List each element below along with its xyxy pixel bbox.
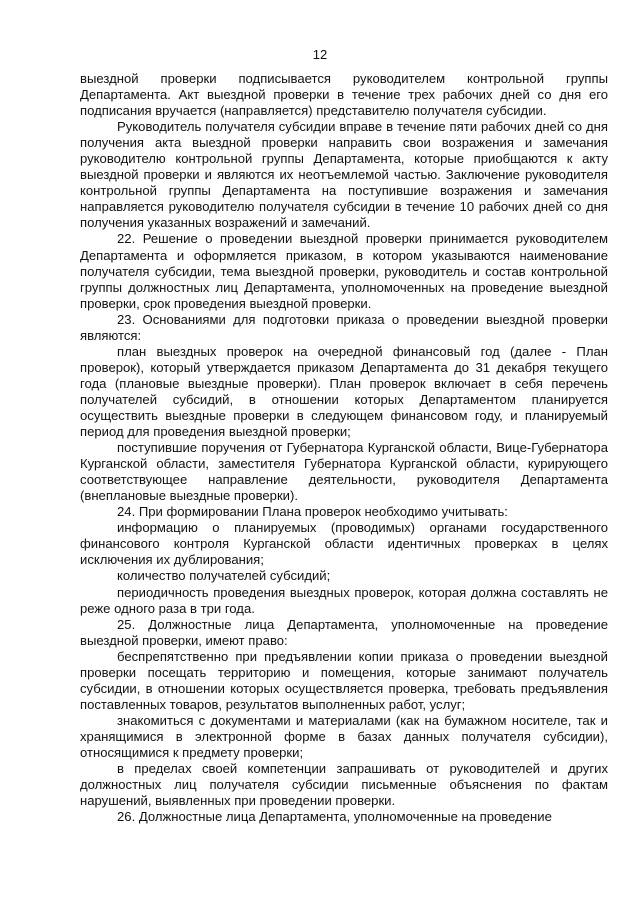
paragraph: поступившие поручения от Губернатора Курганской области, Вице-Губернатора Курганской области, заместителя Губернатора Курганской области, курирующего соответствующее направление деятельности, руководителя Департамента (внеплановые выездные проверки). [80, 440, 608, 504]
paragraph: Руководитель получателя субсидии вправе в течение пяти рабочих дней со дня получения акта выездной проверки направить свои возражения и замечания руководителю контрольной группы Департамента, которые приобщаются к акту выездной проверки и являются их неотъемлемой частью. Заключение руководителя контрольной группы Департамента на поступившие возражения и замечания направляется руководителю получателя субсидии в течение 10 рабочих дней со дня получения указанных возражений и замечаний. [80, 119, 608, 231]
page-number: 12 [312, 47, 328, 62]
paragraph: в пределах своей компетенции запрашивать от руководителей и других должностных лиц получателя субсидии письменные объяснения по фактам нарушений, выявленных при проведении проверки. [80, 761, 608, 809]
paragraph: 23. Основаниями для подготовки приказа о проведении выездной проверки являются: [80, 311, 608, 343]
paragraph: беспрепятственно при предъявлении копии приказа о проведении выездной проверки посещать территорию и помещения, которые занимают получатель субсидии, в отношении которых осуществляется проверка, требовать предъявления поставленных товаров, результатов выполненных работ, услуг; [80, 648, 608, 712]
paragraph: план выездных проверок на очередной финансовый год (далее - План проверок), который утверждается приказом Департамента до 31 декабря текущего года (плановые выездные проверки). План проверок включает в себя перечень получателей субсидий, в отношении которых Департаментом планируется осуществить выездные проверки в следующем финансовом году, и планируемый период для проведения выездной проверки; [80, 343, 608, 440]
paragraph: периодичность проведения выездных проверок, которая должна составлять не реже одного раза в три года. [80, 584, 608, 616]
paragraph: 25. Должностные лица Департамента, уполномоченные на проведение выездной проверки, имеют право: [80, 616, 608, 648]
paragraph: количество получателей субсидий; [117, 568, 331, 584]
paragraph: 24. При формировании Плана проверок необходимо учитывать: [117, 504, 508, 520]
paragraph: знакомиться с документами и материалами (как на бумажном носителе, так и хранящимися в электронной форме в базах данных получателя субсидии), относящимися к предмету проверки; [80, 712, 608, 760]
paragraph: выездной проверки подписывается руководителем контрольной группы Департамента. Акт выездной проверки в течение трех рабочих дней со дня его подписания вручается (направляется) представителю получателя субсидии. [80, 71, 608, 119]
document-body [80, 71, 608, 825]
paragraph: информацию о планируемых (проводимых) органами государственного финансового контроля Курганской области идентичных проверках в целях исключения их дублирования; [80, 520, 608, 568]
paragraph: 22. Решение о проведении выездной проверки принимается руководителем Департамента и оформляется приказом, в котором указываются наименование получателя субсидии, тема выездной проверки, руководитель и состав контрольной группы должностных лиц Департамента, уполномоченных на проведение выездной проверки, срок проведения выездной проверки. [80, 231, 608, 311]
paragraph: 26. Должностные лица Департамента, уполномоченные на проведение [117, 809, 552, 825]
